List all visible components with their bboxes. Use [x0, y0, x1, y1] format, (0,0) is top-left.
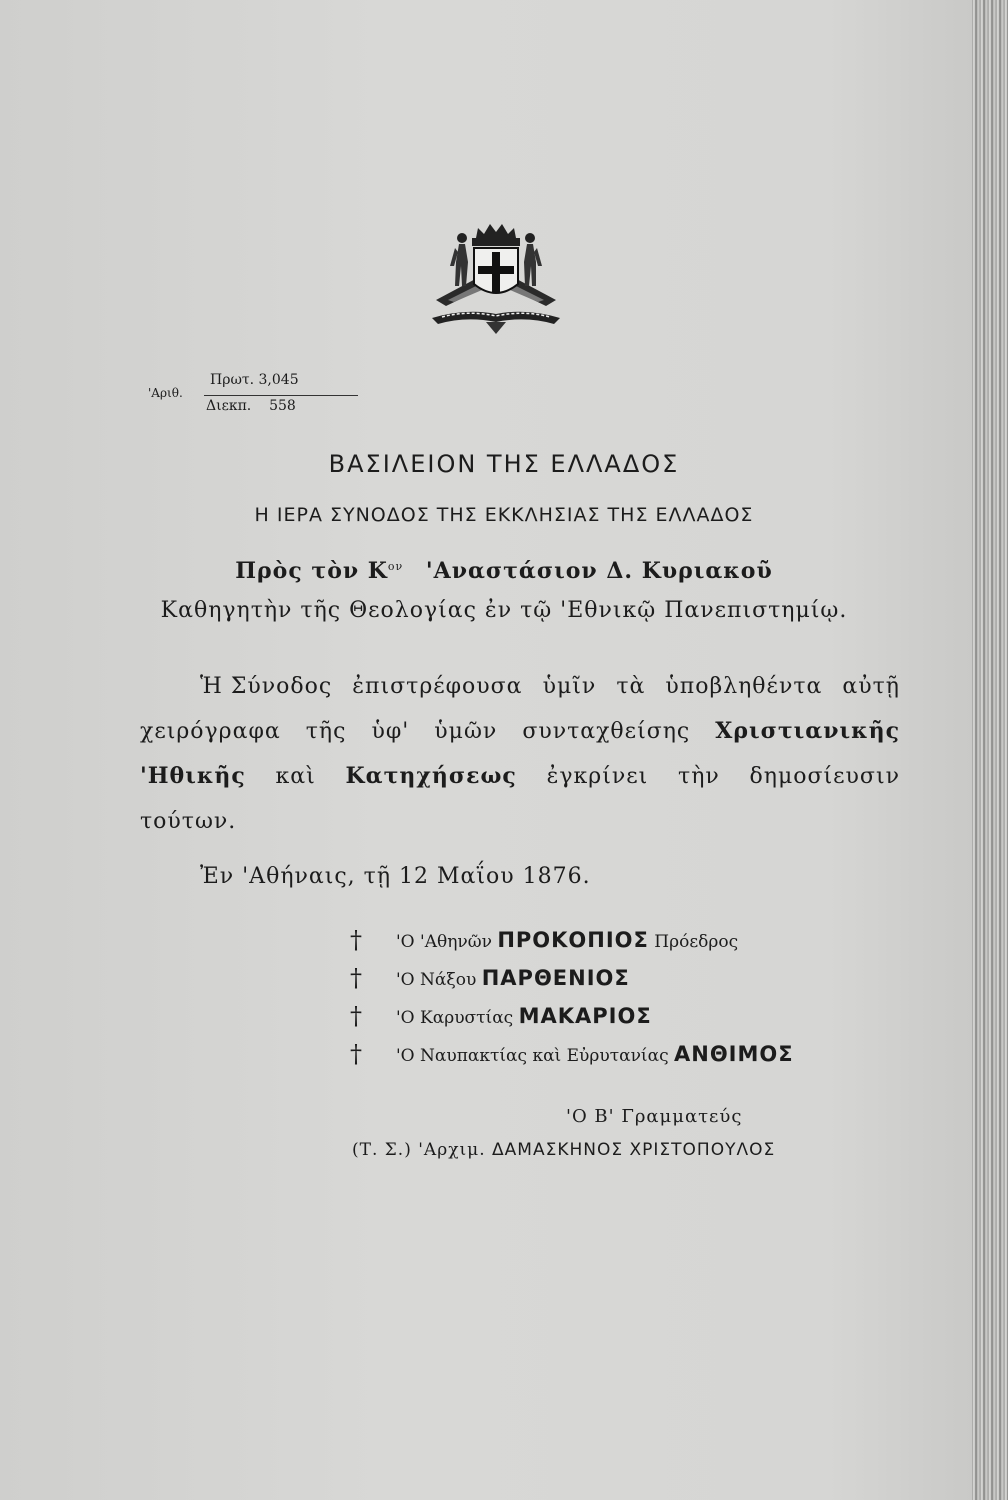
body-word: καὶ: [275, 764, 316, 789]
signatory-name: ΠΑΡΘΕΝΙΟΣ: [481, 966, 630, 990]
body-word: συνταχθείσης: [522, 719, 691, 744]
kingdom-heading: ΒΑΣΙΛΕΙΟΝ ΤΗΣ ΕΛΛΑΔΟΣ: [328, 450, 680, 478]
signatory-see: 'Ο Ναυπακτίας καὶ Εὐρυτανίας: [396, 1046, 669, 1066]
dispatch-label: Διεκπ.: [206, 398, 252, 414]
cross-icon: †: [350, 964, 362, 992]
body-line-2: [140, 709, 900, 754]
protocol-number-row: [210, 372, 299, 388]
body-word: τὰ: [616, 674, 646, 699]
body-word: ἐγκρίνει: [546, 764, 649, 789]
body-word: δημοσίευσιν: [749, 764, 900, 789]
book-title-word: Κατηχήσεως: [345, 763, 517, 789]
addressee-superscript: ον: [387, 559, 404, 573]
protocol-number: 3,045: [258, 372, 299, 388]
body-word: ὑφ': [371, 719, 410, 744]
reference-rule: [204, 395, 358, 396]
page-edge: [972, 0, 1008, 1500]
signatory-see: 'Ο Καρυστίας: [396, 1008, 514, 1028]
seal-mark: (Τ. Σ.): [352, 1140, 412, 1160]
addressee-prefix: Πρὸς τὸν Κ: [235, 558, 388, 584]
cross-icon: †: [350, 1002, 362, 1030]
cross-icon: †: [350, 1040, 362, 1068]
body-line-1: [140, 664, 900, 709]
dispatch-number: 558: [269, 398, 296, 414]
book-title-word: 'Ηθικῆς: [140, 763, 246, 789]
body-word: Ἡ Σύνοδος: [200, 674, 333, 699]
signatory-text: [396, 966, 630, 990]
coat-of-arms-icon: [426, 222, 566, 340]
body-word: τῆς: [305, 719, 347, 744]
signatory-text: [396, 928, 738, 952]
signatory-name: ΑΝΘΙΜΟΣ: [674, 1042, 794, 1066]
body-word: ἐπιστρέφουσα: [352, 674, 523, 699]
addressee-title: Καθηγητὴν τῆς Θεολογίας ἐν τῷ 'Εθνικῷ Πανεπιστημίῳ.: [160, 598, 848, 623]
signatory-see: 'Ο 'Αθηνῶν: [396, 932, 492, 952]
secretary-signature: [352, 1140, 775, 1160]
body-word: αὐτῇ: [842, 674, 900, 699]
body-word: χειρόγραφα: [140, 719, 281, 744]
signatory-text: [396, 1004, 652, 1028]
signatory-text: [396, 1042, 794, 1066]
secretary-rank: 'Αρχιμ.: [418, 1140, 486, 1160]
signatory-name: ΠΡΟΚΟΠΙΟΣ: [497, 928, 649, 952]
body-word: τὴν: [678, 764, 720, 789]
reference-label: 'Αριθ.: [148, 386, 183, 400]
secretary-title: 'Ο Β' Γραμματεύς: [566, 1106, 743, 1127]
body-line-4: τούτων.: [140, 809, 237, 834]
cross-icon: †: [350, 926, 362, 954]
body-line-3: [140, 754, 900, 799]
dispatch-number-row: [206, 398, 296, 414]
addressee-name: 'Αναστάσιον Δ. Κυριακοῦ: [425, 558, 773, 584]
book-title-word: Χριστιανικῆς: [715, 718, 900, 744]
signatory-see: 'Ο Νάξου: [396, 970, 477, 990]
signatory-role: Πρόεδρος: [654, 932, 739, 952]
body-word: ὑμῶν: [434, 719, 498, 744]
date-line: Ἐν 'Αθήναις, τῇ 12 Μαΐου 1876.: [200, 864, 591, 889]
body-word: ὑμῖν: [542, 674, 597, 699]
signatory-name: ΜΑΚΑΡΙΟΣ: [518, 1004, 652, 1028]
synod-heading: Η ΙΕΡΑ ΣΥΝΟΔΟΣ ΤΗΣ ΕΚΚΛΗΣΙΑΣ ΤΗΣ ΕΛΛΑΔΟΣ: [254, 504, 754, 526]
secretary-name: ΔΑΜΑΣΚΗΝΟΣ ΧΡΙΣΤΟΠΟΥΛΟΣ: [492, 1140, 776, 1160]
addressee-line: [0, 558, 1008, 584]
letter-body: [140, 664, 900, 844]
protocol-label: Πρωτ.: [210, 372, 255, 388]
body-word: ὑποβληθέντα: [665, 674, 823, 699]
